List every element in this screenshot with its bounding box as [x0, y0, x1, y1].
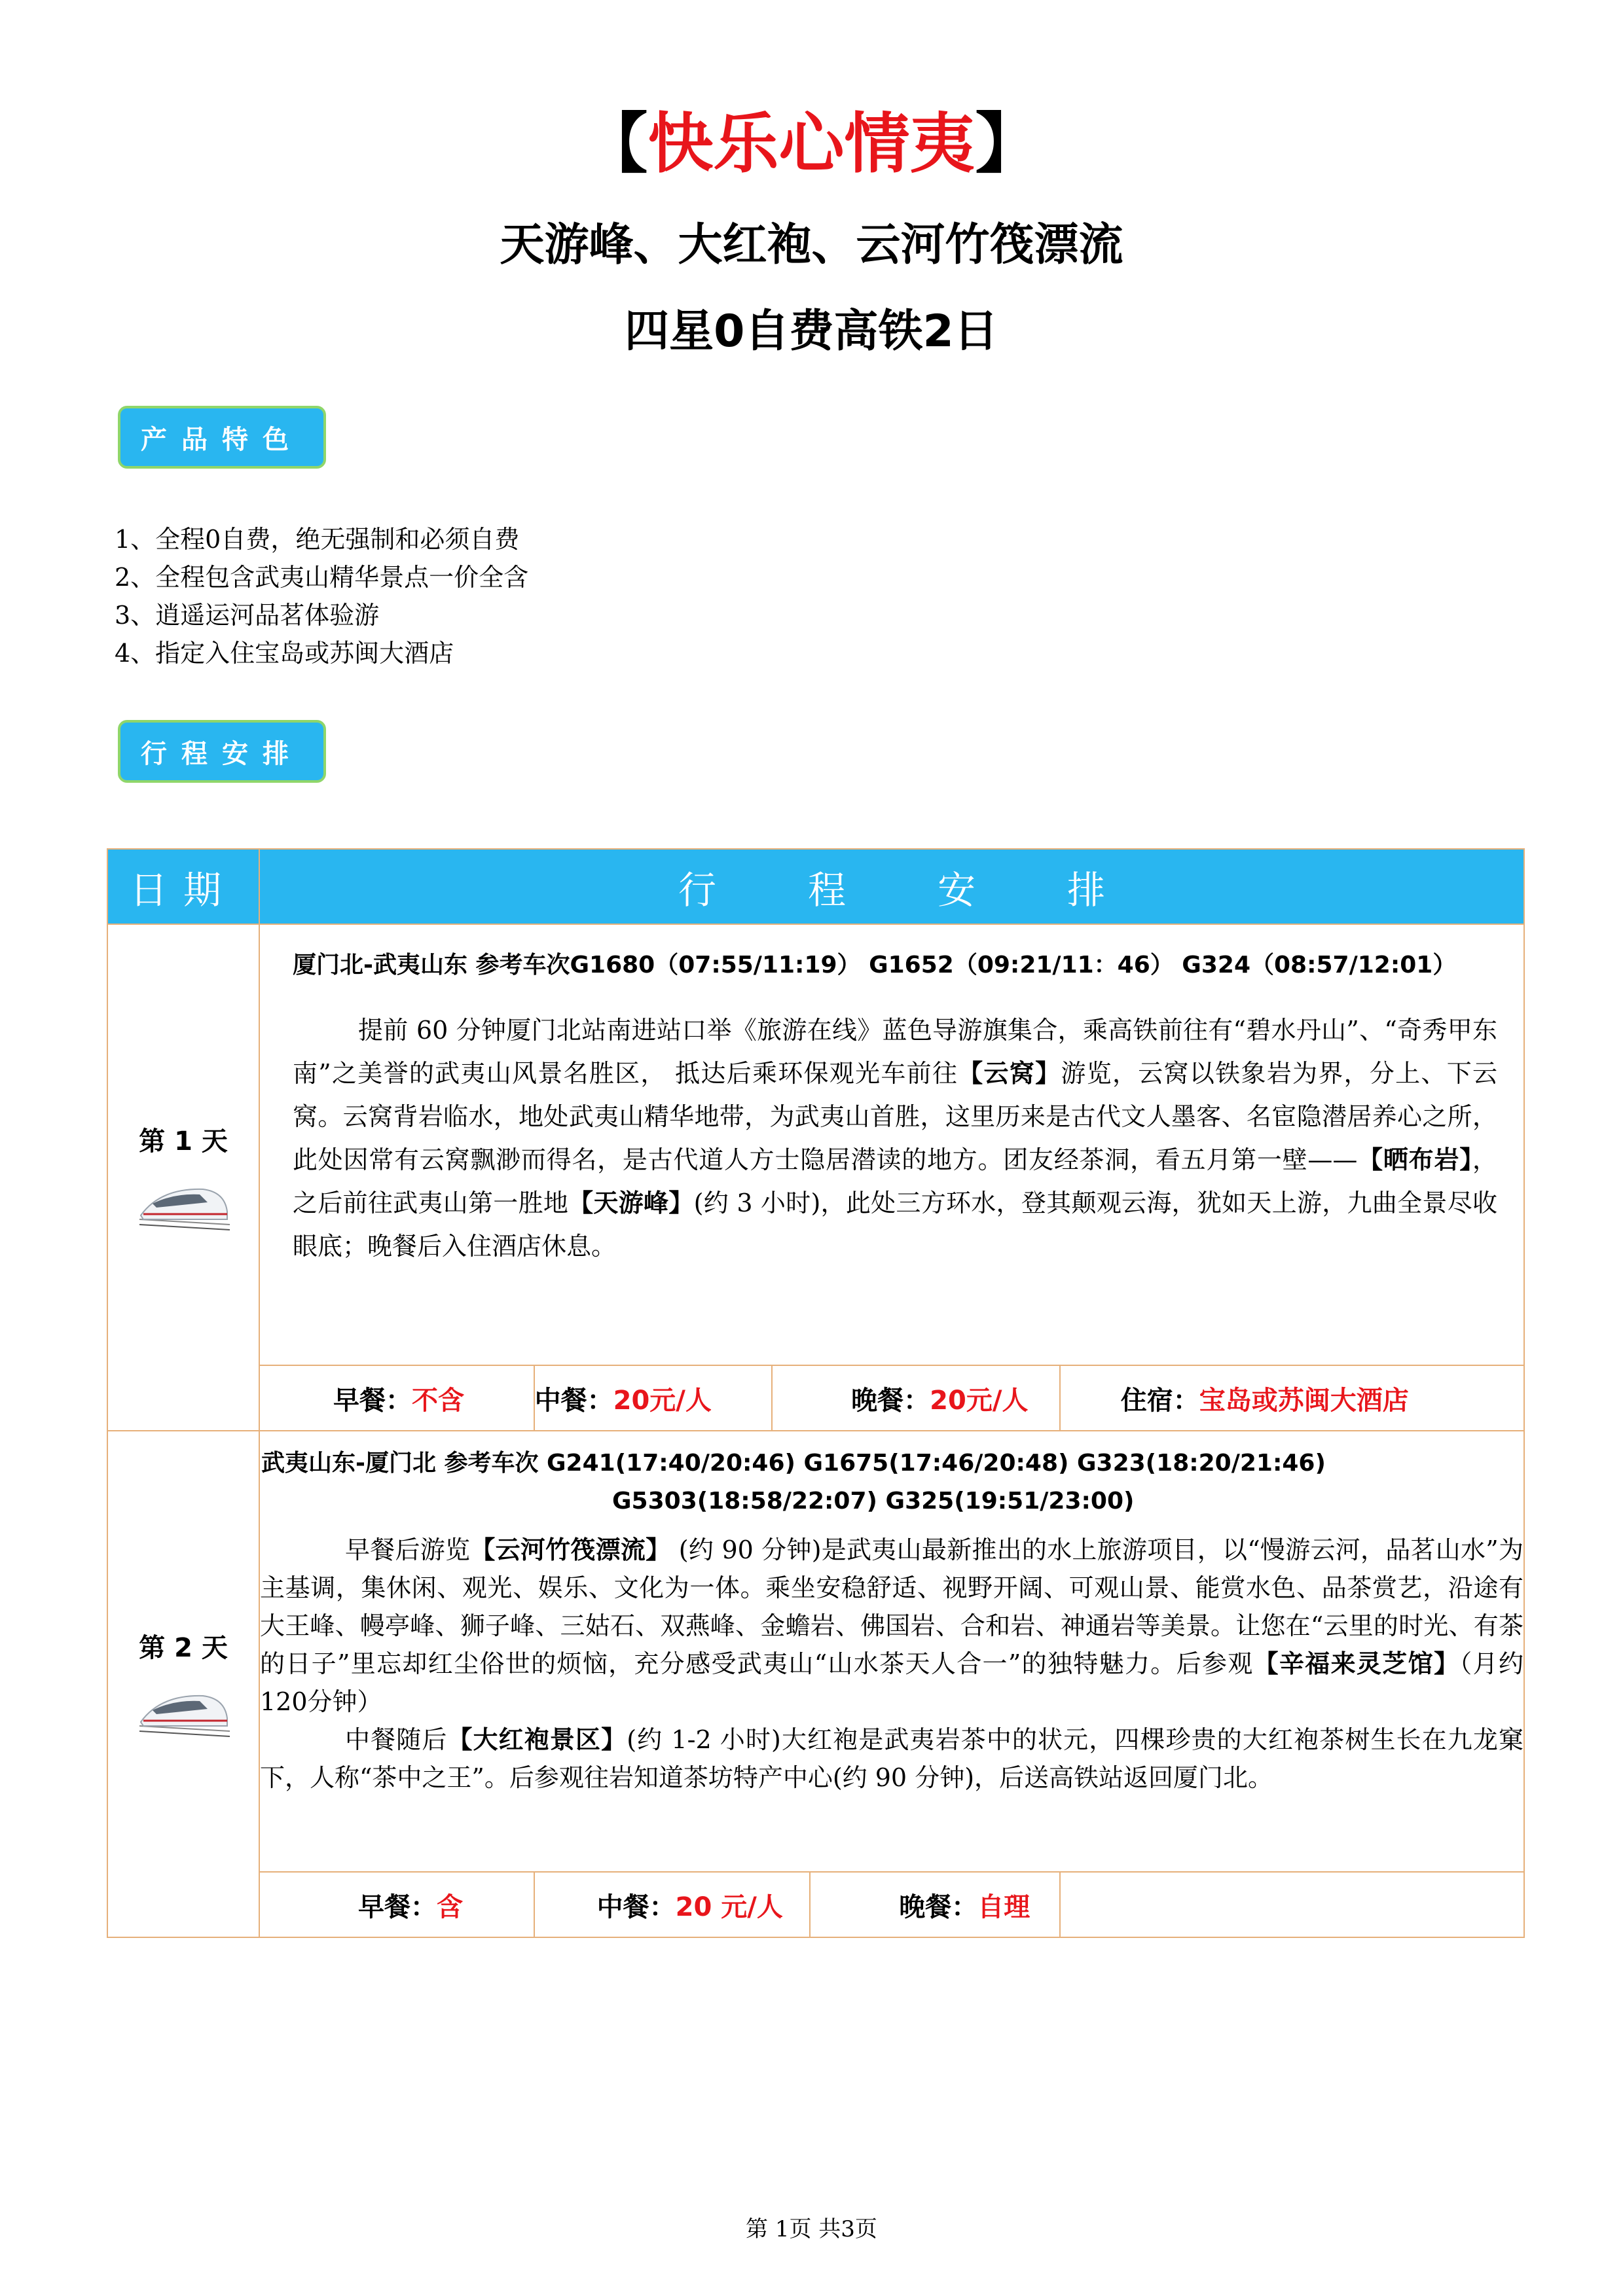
table-header-row: [107, 849, 1524, 924]
day2-route-1: 武夷山东-厦门北 参考车次 G241(17:40/20:46) G1675(17:46/20:48) G323(18:20/21:46): [261, 1450, 1326, 1477]
day2-description-2: [260, 1721, 1523, 1797]
title-block: [0, 98, 1623, 358]
day2-highlight-lingzhi-museum: 【辛福来灵芝馆】: [1253, 1649, 1460, 1678]
header-date: 日期: [107, 849, 259, 924]
meal-label: 晚餐：: [851, 1385, 930, 1416]
meal-label: 早餐：: [358, 1892, 437, 1922]
day2-highlight-bamboo-rafting: 【云河竹筏漂流】: [470, 1535, 671, 1564]
day1-meals: [260, 1366, 1523, 1430]
day1-description: [293, 1009, 1497, 1268]
title-bracket-close: 】: [975, 105, 1041, 182]
meal-value: 宝岛或苏闽大酒店: [1199, 1385, 1409, 1416]
meal-value: 自理: [977, 1892, 1030, 1922]
feature-item: 4、指定入住宝岛或苏闽大酒店: [115, 639, 454, 668]
day1-dinner: [773, 1366, 1061, 1430]
day1-breakfast: [260, 1366, 535, 1430]
day2-text: (约 90 分钟)是武夷山最新推出的水上旅游项目，以“慢游云河，品茗山水”为主基调，集休闲、观光、娱乐、文化为一体。乘坐安稳舒适、视野开阔、可观山景、能赏水色、品茶赏艺，沿途有大王峰、幔亭峰、狮子峰、三姑石、双燕峰、金蟾岩、佛国岩、合和岩、神通岩等美景。让您在“云里的时光、有茶的日子”里忘却红尘俗世的烦恼，充分感受武夷山“山水茶天人合一”的独特魅力。后参观: [260, 1535, 1523, 1678]
day1-highlight-shaibuyan: 【晒布岩】: [1357, 1145, 1472, 1174]
day1-text: ，之后前往武夷山第一胜地: [293, 1145, 1497, 1217]
day2-dinner: [811, 1873, 1061, 1937]
day2-breakfast: [260, 1873, 535, 1937]
features-list: [115, 520, 528, 672]
meal-value: 20元/人: [930, 1385, 1029, 1416]
features-badge: 产品特色: [118, 406, 326, 469]
day2-empty-cell: [1061, 1873, 1523, 1937]
day1-text: 游览，云窝以铁象岩为界，分上、下云窝。云窝背岩临水，地处武夷山精华地带，为武夷山首胜，这里历来是古代文人墨客、名宦隐潜居养心之所，此处因常有云窝飘渺而得名，是古代道人方士隐居潜读的地方。团友经茶洞，看五月第一壁——: [293, 1059, 1497, 1174]
meal-label: 住宿：: [1120, 1385, 1199, 1416]
day2-label: 第 2 天: [139, 1632, 228, 1663]
train-icon: [108, 1680, 259, 1742]
day1-lunch: [535, 1366, 773, 1430]
day2-date-cell: [107, 1431, 259, 1937]
day2-plan-cell: [259, 1431, 1524, 1872]
meal-label: 中餐：: [534, 1385, 613, 1416]
day2-meals-cell: [259, 1872, 1524, 1937]
day2-lunch: [535, 1873, 811, 1937]
day2-description-1: [260, 1531, 1523, 1721]
day2-text: 中餐随后: [345, 1725, 448, 1754]
title-name: 快乐心情夷: [647, 105, 976, 182]
feature-item: 1、全程0自费，绝无强制和必须自费: [115, 525, 520, 554]
meal-value: 不含: [412, 1385, 464, 1416]
day1-text: (约 3 小时)，此处三方环水，登其颠观云海，犹如天上游，九曲全景尽收眼底；晚餐后入住酒店休息。: [293, 1189, 1497, 1261]
day1-plan-cell: [259, 924, 1524, 1365]
meal-label: 中餐：: [596, 1892, 676, 1922]
day2-meals-row: [107, 1872, 1524, 1937]
day1-date-cell: [107, 924, 259, 1431]
day2-meals: [260, 1873, 1523, 1937]
header-plan: 行程安排: [259, 849, 1524, 924]
feature-item: 2、全程包含武夷山精华景点一价全含: [115, 563, 529, 592]
day1-highlight-tianyoufeng: 【天游峰】: [568, 1189, 694, 1217]
day1-meals-cell: [259, 1365, 1524, 1431]
day2-highlight-dahongpao: 【大红袍景区】: [447, 1725, 627, 1754]
meal-value: 20元/人: [613, 1385, 712, 1416]
day2-text: 早餐后游览: [345, 1535, 471, 1564]
day1-route: 厦门北-武夷山东 参考车次G1680（07:55/11:19） G1652（09:21/11：46） G324（08:57/12:01）: [293, 952, 1457, 978]
day1-text: 提前 60 分钟厦门北站南进站口举《旅游在线》蓝色导游旗集合，乘高铁前往有“碧水丹山”、“奇秀甲东南”之美誉的武夷山风景名胜区， 抵达后乘环保观光车前往: [293, 1016, 1497, 1088]
page-footer: 第 1页 共3页: [746, 2216, 877, 2242]
subtitle-package: 四星0自费高铁2日: [625, 306, 998, 357]
day2-text: (约 1-2 小时)大红袍是武夷岩茶中的状元，四棵珍贵的大红袍茶树生长在九龙窠下，人称“茶中之王”。后参观往岩知道茶坊特产中心(约 90 分钟)，后送高铁站返回厦门北。: [260, 1725, 1523, 1792]
subtitle-sights: 天游峰、大红袍、云河竹筏漂流: [500, 219, 1123, 271]
day1-row: [107, 924, 1524, 1365]
title-bracket-open: 【: [582, 105, 648, 182]
main-title: [0, 98, 1623, 190]
meal-label: 晚餐：: [899, 1892, 978, 1922]
day2-row: [107, 1431, 1524, 1872]
itinerary-table: [107, 848, 1525, 1938]
day1-highlight-yunwo: 【云窝】: [958, 1059, 1061, 1088]
itinerary-badge: 行程安排: [118, 720, 326, 783]
meal-label: 早餐：: [333, 1385, 412, 1416]
day2-route-2: G5303(18:58/22:07) G325(19:51/23:00): [612, 1488, 1135, 1515]
train-icon: [108, 1174, 259, 1235]
day1-label: 第 1 天: [139, 1126, 228, 1157]
day1-meals-row: [107, 1365, 1524, 1431]
day1-hotel: [1061, 1366, 1523, 1430]
meal-value: 含: [437, 1892, 463, 1922]
meal-value: 20 元/人: [675, 1892, 783, 1922]
day2-text: （月约120分钟）: [260, 1649, 1523, 1716]
feature-item: 3、逍遥运河品茗体验游: [115, 601, 380, 630]
